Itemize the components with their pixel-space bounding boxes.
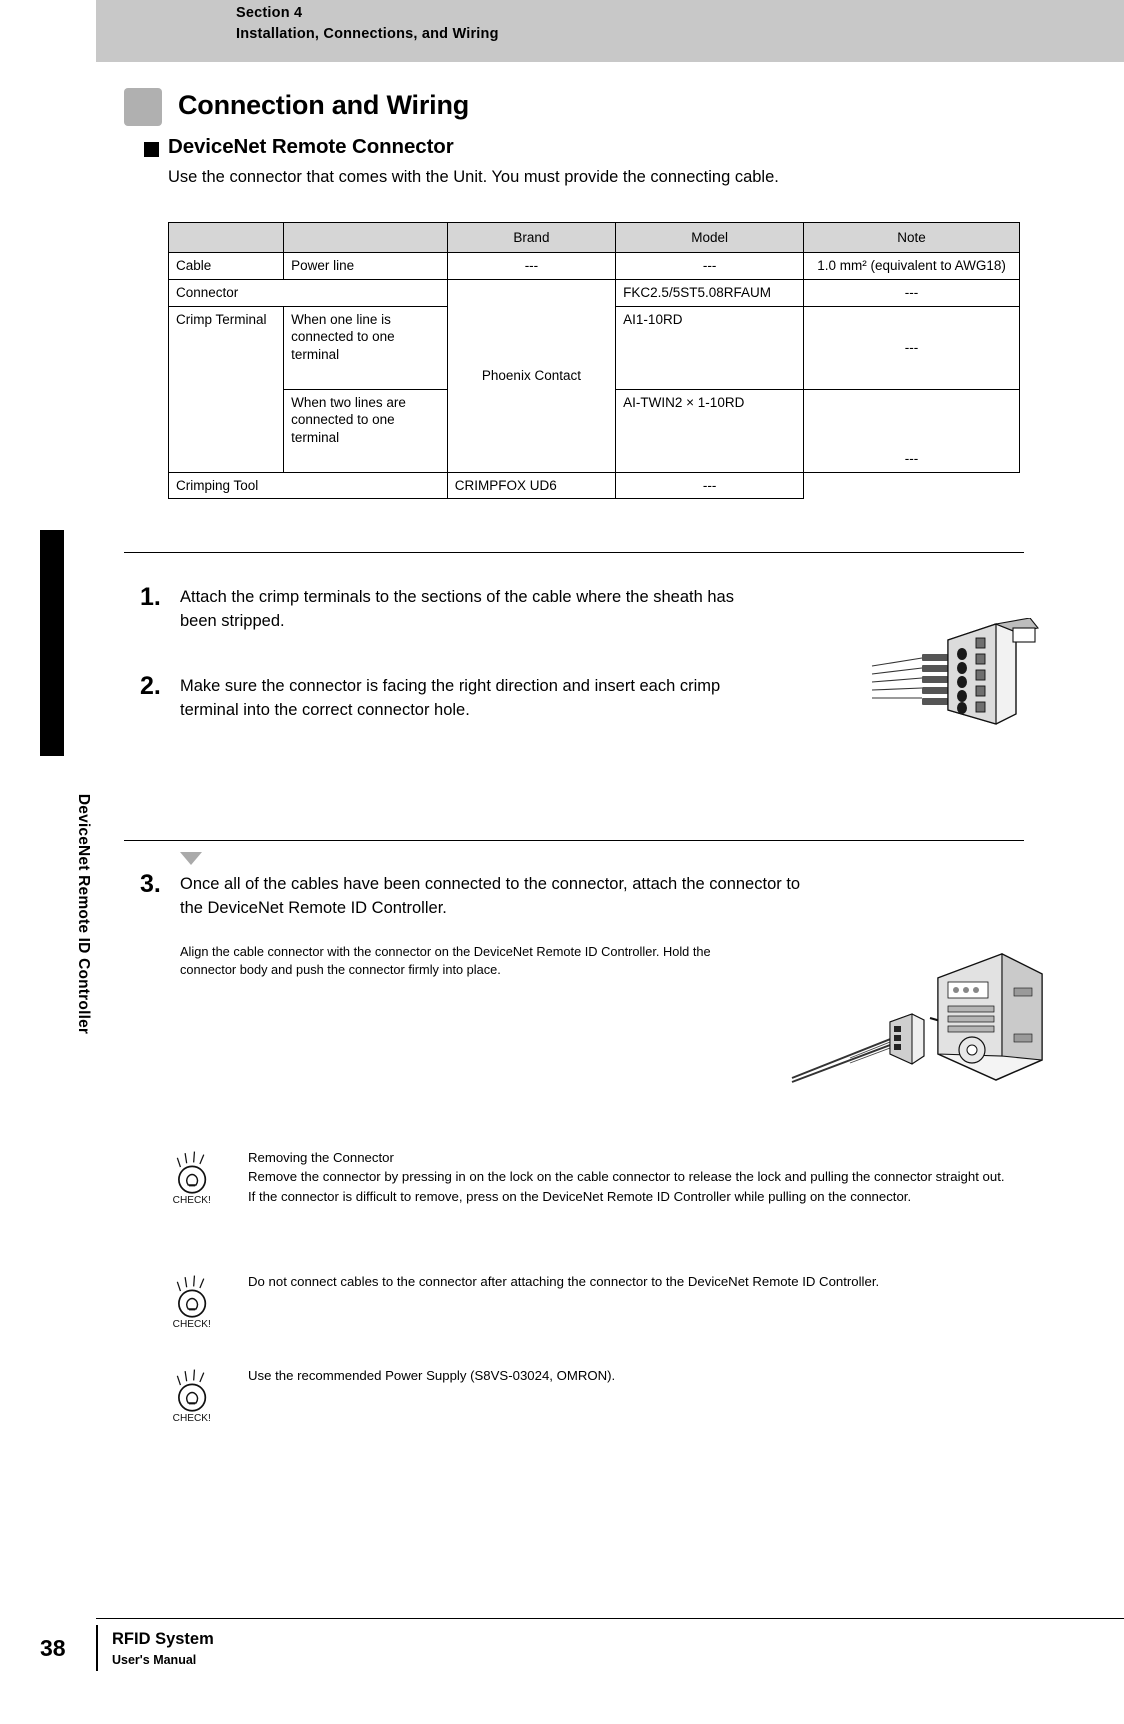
check-note-2-body: Do not connect cables to the connector after attaching the connector to the DeviceNet Remote ID Controller.: [248, 1274, 880, 1289]
divider-rule-2: [124, 840, 1024, 841]
svg-text:CHECK!: CHECK!: [172, 1412, 211, 1424]
check-note-1-body: Remove the connector by pressing in on the lock on the cable connector to release the lock and pulling the connector straight out. If the connector is difficult to remove, press on the DeviceNet Remote ID Controller while pulling on the connector.: [248, 1169, 1005, 1204]
title-bullet-icon: [124, 88, 162, 126]
footer-page-number: 38: [40, 1635, 66, 1661]
table-cell-model: CRIMPFOX UD6: [447, 472, 615, 499]
controller-attach-figure: [790, 930, 1050, 1090]
side-tab-bar: [40, 530, 64, 756]
table-row: [169, 279, 1020, 306]
table-row: [169, 253, 1020, 280]
step-flow-arrow-icon: [180, 852, 202, 865]
check-note-3: [248, 1366, 1008, 1385]
table-cell-item: Connector: [169, 279, 448, 306]
table-header-cell-blank1: [169, 223, 284, 253]
check-note-2: [248, 1272, 1008, 1291]
step-1-number: 1.: [140, 583, 161, 611]
table-cell-note: ---: [804, 279, 1020, 306]
page-header-bar: [96, 0, 1124, 62]
table-cell-detail: When one line is connected to one terminal: [284, 306, 448, 389]
check-icon: [168, 1274, 224, 1330]
table-cell-model: ---: [616, 253, 804, 280]
header-section-number: Section 4: [236, 5, 303, 21]
svg-text:CHECK!: CHECK!: [172, 1194, 211, 1206]
footer-rule: [96, 1618, 1124, 1619]
connector-crimp-figure: [870, 618, 1042, 740]
footer-manual-name: User's Manual: [112, 1653, 197, 1667]
footer-divider: [96, 1625, 98, 1671]
side-tab-section-label: Section 4: [12, 561, 28, 624]
step-1-text: Attach the crimp terminals to the sections of the cable where the sheath has been stripped.: [180, 588, 734, 630]
subhead-title: DeviceNet Remote Connector: [168, 135, 454, 158]
table-cell-brand: ---: [447, 253, 615, 280]
table-cell-brand: Phoenix Contact: [447, 279, 615, 472]
subhead-bullet-icon: [144, 142, 159, 157]
step-3-number: 3.: [140, 870, 161, 898]
table-cell-detail: When two lines are connected to one terminal: [284, 389, 448, 472]
table-cell-item: Crimp Terminal: [169, 306, 284, 472]
table-header-cell-model: Model: [616, 223, 804, 253]
page-title: Connection and Wiring: [178, 90, 470, 120]
table-header-cell-blank2: [284, 223, 448, 253]
side-tab-title-label: DeviceNet Remote ID Controller: [75, 793, 92, 1035]
step-3-note: Align the cable connector with the connector on the DeviceNet Remote ID Controller. Hold the connector body and push the connector firmly into place.: [180, 944, 711, 978]
connector-spec-table: [168, 222, 1020, 499]
table-cell-model: AI-TWIN2 × 1-10RD: [616, 389, 804, 472]
table-cell-note: ---: [616, 472, 804, 499]
footer-product-name: RFID System: [112, 1630, 214, 1648]
intro-paragraph: Use the connector that comes with the Unit. You must provide the connecting cable.: [168, 168, 779, 186]
table-header-cell-note: Note: [804, 223, 1020, 253]
step-3-text: Once all of the cables have been connected to the connector, attach the connector to the DeviceNet Remote ID Controller.: [180, 875, 801, 917]
header-section-title: Installation, Connections, and Wiring: [236, 26, 499, 42]
table-cell-note: ---: [804, 389, 1020, 472]
table-cell-model: AI1-10RD: [616, 306, 804, 389]
step-2-text: Make sure the connector is facing the right direction and insert each crimp terminal into the correct connector hole.: [180, 677, 721, 719]
table-cell-note: ---: [804, 306, 1020, 389]
step-2-number: 2.: [140, 672, 161, 700]
svg-text:CHECK!: CHECK!: [172, 1318, 211, 1330]
check-note-3-body: Use the recommended Power Supply (S8VS-03024, OMRON).: [248, 1368, 616, 1383]
table-cell-model: FKC2.5/5ST5.08RFAUM: [616, 279, 804, 306]
table-cell-item: Cable: [169, 253, 284, 280]
table-cell-note: 1.0 mm² (equivalent to AWG18): [804, 253, 1020, 280]
table-header-row: [169, 223, 1020, 253]
table-cell-item: Crimping Tool: [169, 472, 448, 499]
table-cell-detail: Power line: [284, 253, 448, 280]
check-note-1-heading: Removing the Connector: [248, 1150, 394, 1165]
divider-rule-1: [124, 552, 1024, 553]
check-note-1: [248, 1148, 1008, 1206]
check-icon: [168, 1150, 224, 1206]
table-header-cell-brand: Brand: [447, 223, 615, 253]
table-row: [169, 472, 1020, 499]
check-icon: [168, 1368, 224, 1424]
